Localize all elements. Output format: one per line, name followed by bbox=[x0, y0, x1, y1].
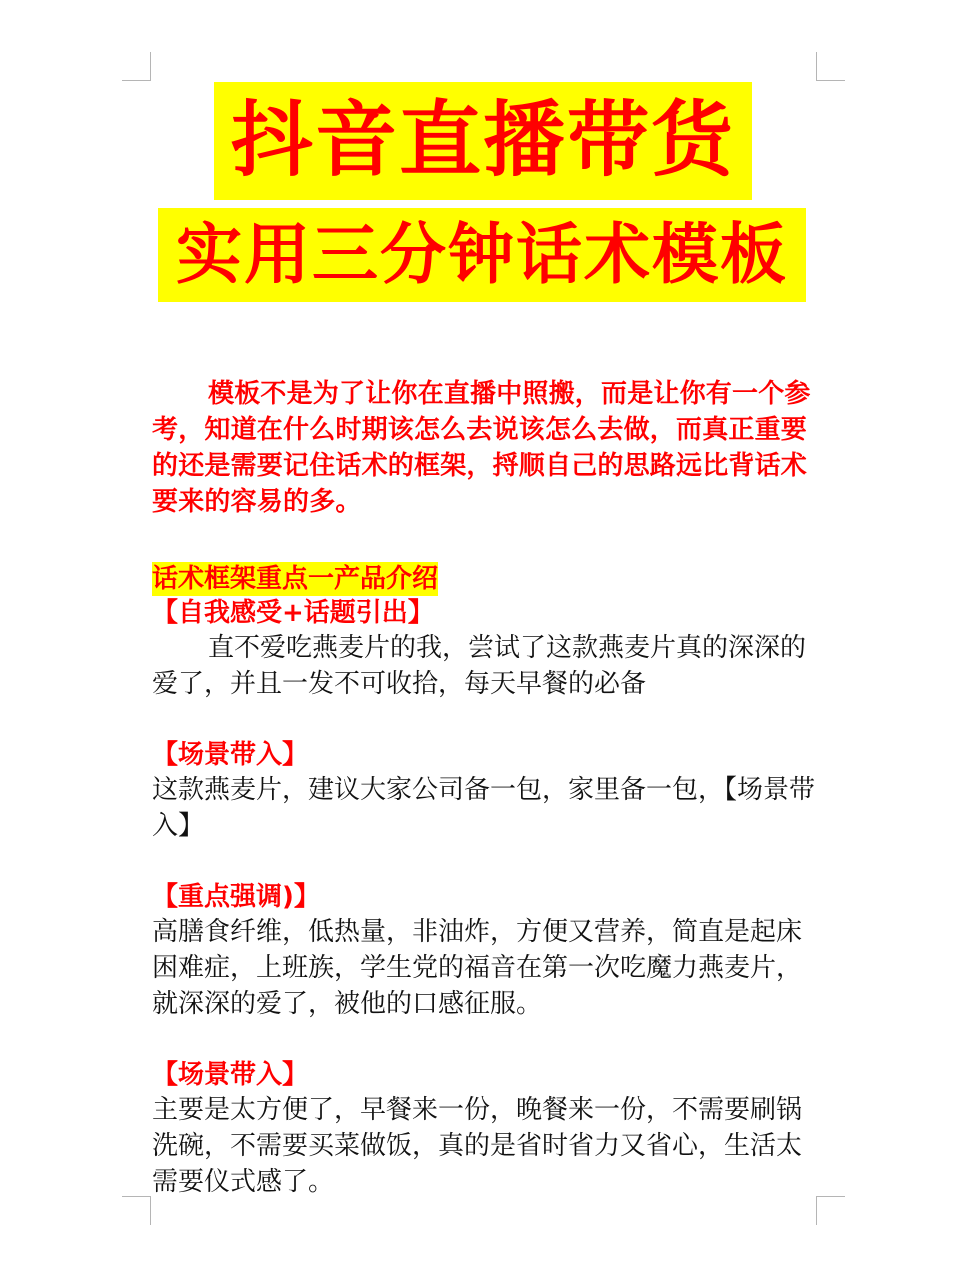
script-block bbox=[152, 880, 816, 1022]
page-corner-mark bbox=[816, 52, 845, 81]
block-label: 【场景带入】 bbox=[152, 740, 309, 770]
document-body bbox=[152, 376, 816, 1200]
block-label: 【场景带入】 bbox=[152, 1060, 309, 1090]
script-block bbox=[152, 738, 816, 844]
page-title: 抖音直播带货 bbox=[214, 82, 752, 200]
block-label: 【自我感受+话题引出】 bbox=[152, 598, 434, 628]
page-corner-mark bbox=[122, 1196, 151, 1225]
page-corner-mark bbox=[122, 52, 151, 81]
script-block bbox=[152, 1058, 816, 1200]
script-block bbox=[152, 596, 816, 702]
block-text: 这款燕麦片，建议大家公司备一包，家里备一包，【场景带入】 bbox=[152, 775, 816, 841]
block-text: 高膳食纤维，低热量，非油炸，方便又营养，简直是起床困难症，上班族，学生党的福音在第一次吃魔力燕麦片，就深深的爱了，被他的口感征服。 bbox=[152, 917, 803, 1019]
page-subtitle: 实用三分钟话术模板 bbox=[158, 208, 806, 302]
block-label: 【重点强调)】 bbox=[152, 882, 320, 912]
block-text: 主要是太方便了，早餐来一份，晚餐来一份，不需要刷锅洗碗，不需要买菜做饭，真的是省时省力又省心，生活太需要仪式感了。 bbox=[152, 1095, 803, 1197]
intro-paragraph: 模板不是为了让你在直播中照搬，而是让你有一个参考，知道在什么时期该怎么去说该怎么去做，而真正重要的还是需要记住话术的框架，捋顺自己的思路远比背话术要来的容易的多。 bbox=[152, 379, 811, 517]
section-heading: 话术框架重点一产品介绍 bbox=[152, 564, 439, 594]
block-text: 直不爱吃燕麦片的我，尝试了这款燕麦片真的深深的爱了，并且一发不可收拾，每天早餐的必备 bbox=[152, 633, 807, 699]
page-corner-mark bbox=[816, 1196, 845, 1225]
